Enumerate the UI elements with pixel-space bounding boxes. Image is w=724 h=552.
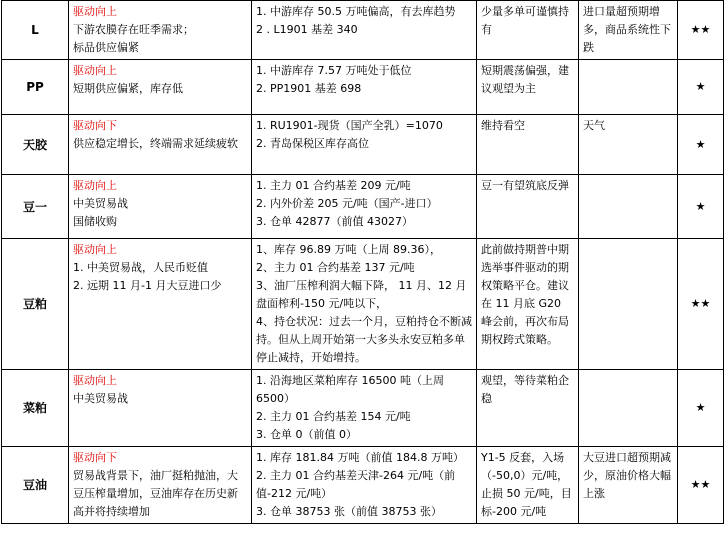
commodity-name: 天胶 (2, 115, 69, 175)
fundamentals-cell (252, 60, 477, 115)
driver-cell (69, 1, 252, 60)
driver-reason: 标品供应偏紧 (73, 41, 139, 54)
table-row (2, 370, 724, 447)
strategy-cell: 此前做持期普中期选举事件驱动的期权策略平仓。建议在 11 月底 G20 峰会前，再次布局期权跨式策略。 (477, 239, 579, 370)
commodity-name: 豆油 (2, 447, 69, 524)
fundamental-item: 1、库存 96.89 万吨（上周 89.36）， (256, 243, 441, 256)
driver-reason: 短期供应偏紧，库存低 (73, 82, 183, 95)
driver-reason: 1. 中美贸易战，人民币贬值 (73, 261, 208, 274)
driver-cell (69, 175, 252, 239)
fundamentals-cell (252, 1, 477, 60)
table-row (2, 115, 724, 175)
driver-direction: 驱动向上 (73, 179, 117, 192)
risk-cell: 进口量超预期增多，商品系统性下跌 (579, 1, 678, 60)
driver-cell (69, 60, 252, 115)
fundamental-item: 2、主力 01 合约基差 137 元/吨 (256, 261, 415, 274)
fundamentals-cell (252, 115, 477, 175)
fundamental-item: 1. RU1901-现货（国产全乳）=1070 (256, 119, 443, 132)
rating-stars: ★ (678, 175, 724, 239)
driver-reason: 中美贸易战 (73, 392, 128, 405)
driver-reason: 供应稳定增长，终端需求延续疲软 (73, 137, 238, 150)
rating-stars: ★★ (678, 1, 724, 60)
fundamental-item: 2. 内外价差 205 元/吨（国产-进口） (256, 197, 438, 210)
fundamental-item: 1. 中游库存 50.5 万吨偏高，有去库趋势 (256, 5, 456, 18)
driver-direction: 驱动向下 (73, 119, 117, 132)
driver-reason: 中美贸易战 (73, 197, 128, 210)
table-row (2, 1, 724, 60)
fundamental-item: 2 . L1901 基差 340 (256, 23, 358, 36)
fundamental-item: 2. 主力 01 合约基差天津-264 元/吨（前值-212 元/吨） (256, 469, 456, 500)
driver-reason: 下游农膜存在旺季需求； (73, 23, 194, 36)
risk-cell: 大豆进口超预期减少，原油价格大幅上涨 (579, 447, 678, 524)
strategy-cell: Y1-5 反套，入场（-50,0）元/吨，止损 50 元/吨，目标-200 元/吨 (477, 447, 579, 524)
fundamental-item: 1. 沿海地区菜粕库存 16500 吨（上周 6500） (256, 374, 448, 405)
rating-stars: ★ (678, 115, 724, 175)
table-body (2, 1, 724, 524)
risk-cell: 天气 (579, 115, 678, 175)
table-row (2, 447, 724, 524)
fundamental-item: 3. 仓单 38753 张（前值 38753 张） (256, 505, 442, 518)
driver-reason: 贸易战背景下，油厂挺粕抛油，大豆压榨量增加，豆油库存在历史新高并将持续增加 (73, 469, 238, 518)
driver-cell (69, 447, 252, 524)
driver-cell (69, 239, 252, 370)
fundamental-item: 1. 主力 01 合约基差 209 元/吨 (256, 179, 411, 192)
table-row (2, 175, 724, 239)
fundamental-item: 2. 主力 01 合约基差 154 元/吨 (256, 410, 411, 423)
risk-cell (579, 370, 678, 447)
driver-reason: 国储收购 (73, 215, 117, 228)
fundamental-item: 3、油厂压榨利润大幅下降， 11 月、12 月盘面榨利-150 元/吨以下， (256, 279, 467, 310)
rating-stars: ★ (678, 370, 724, 447)
strategy-cell: 观望，等待菜粕企稳 (477, 370, 579, 447)
risk-cell (579, 60, 678, 115)
fundamental-item: 1. 库存 181.84 万吨（前值 184.8 万吨） (256, 451, 464, 464)
commodity-name: 豆粕 (2, 239, 69, 370)
commodity-name: PP (2, 60, 69, 115)
table-row (2, 239, 724, 370)
commodity-name: 菜粕 (2, 370, 69, 447)
driver-direction: 驱动向上 (73, 374, 117, 387)
strategy-cell: 维持看空 (477, 115, 579, 175)
fundamentals-cell (252, 175, 477, 239)
driver-direction: 驱动向下 (73, 451, 117, 464)
risk-cell (579, 175, 678, 239)
commodity-outlook-table (1, 0, 724, 524)
fundamentals-cell (252, 447, 477, 524)
commodity-name: 豆一 (2, 175, 69, 239)
table-row (2, 60, 724, 115)
fundamental-item: 4、持仓状况：过去一个月，豆粕持仓不断减持。但从上周开始第一大多头永安豆粕多单停止减持，开始增持。 (256, 315, 472, 364)
driver-direction: 驱动向上 (73, 243, 117, 256)
fundamental-item: 3. 仓单 42877（前值 43027） (256, 215, 413, 228)
commodity-name: L (2, 1, 69, 60)
driver-reason: 2. 远期 11 月-1 月大豆进口少 (73, 279, 222, 292)
fundamental-item: 1. 中游库存 7.57 万吨处于低位 (256, 64, 412, 77)
fundamental-item: 2. PP1901 基差 698 (256, 82, 362, 95)
fundamental-item: 3. 仓单 0（前值 0） (256, 428, 357, 441)
fundamental-item: 2. 青岛保税区库存高位 (256, 137, 369, 150)
strategy-cell: 少量多单可谨慎持有 (477, 1, 579, 60)
strategy-cell: 短期震荡偏强，建议观望为主 (477, 60, 579, 115)
driver-cell (69, 370, 252, 447)
driver-cell (69, 115, 252, 175)
risk-cell (579, 239, 678, 370)
rating-stars: ★★ (678, 239, 724, 370)
driver-direction: 驱动向上 (73, 5, 117, 18)
rating-stars: ★★ (678, 447, 724, 524)
fundamentals-cell (252, 370, 477, 447)
fundamentals-cell (252, 239, 477, 370)
driver-direction: 驱动向上 (73, 64, 117, 77)
strategy-cell: 豆一有望筑底反弹 (477, 175, 579, 239)
rating-stars: ★ (678, 60, 724, 115)
